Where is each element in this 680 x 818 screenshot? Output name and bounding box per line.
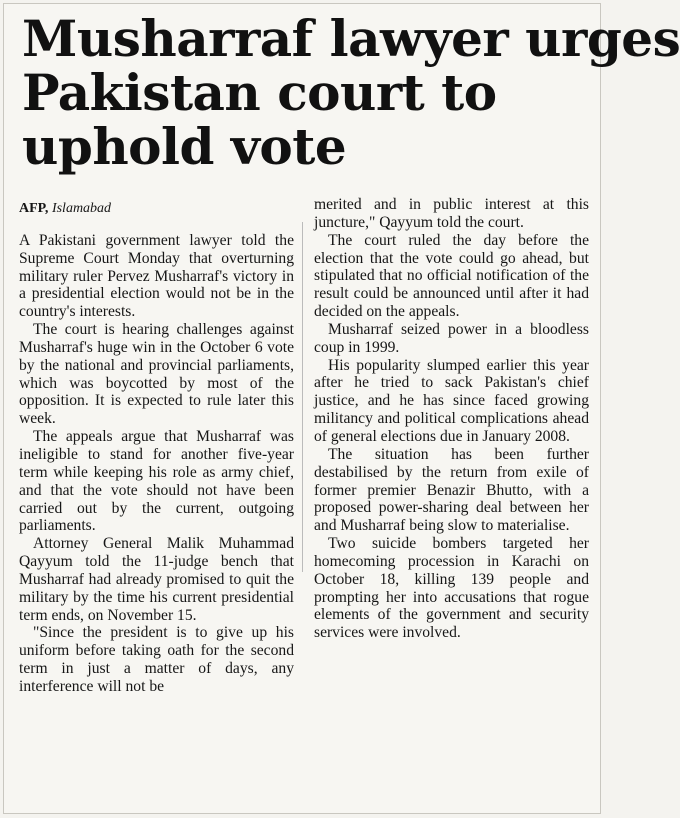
headline-line-2: Pakistan court to — [22, 63, 497, 122]
paragraph: "Since the president is to give up his uniform before taking oath for the second term in just a matter of days, any interference will not be — [19, 624, 294, 695]
paragraph: His popularity slumped earlier this year after he tried to sack Pakistan's chief justice, and he has since faced growing militancy and political complications ahead of general elections due in January 2008. — [314, 356, 589, 445]
paragraph: Attorney General Malik Muhammad Qayyum told the 11-judge bench that Musharraf had already promised to quit the military by the time his current presidential term ends, on November 15. — [19, 535, 294, 624]
paragraph: Musharraf seized power in a bloodless coup in 1999. — [314, 320, 589, 356]
paragraph: The situation has been further destabilised by the return from exile of former premier Benazir Bhutto, with a proposed power-sharing deal between her and Musharraf being slow to materialise. — [314, 445, 589, 535]
byline-place: Islamabad — [51, 201, 112, 216]
paragraph: merited and in public interest at this juncture," Qayyum told the court. — [314, 196, 589, 231]
article-column-left — [19, 200, 294, 696]
byline — [19, 200, 294, 218]
byline-agency: AFP, — [19, 201, 49, 216]
headline-line-3: uphold vote — [22, 117, 347, 176]
article-column-right — [314, 196, 589, 642]
column-divider — [302, 222, 303, 572]
headline — [22, 9, 680, 176]
paragraph: A Pakistani government lawyer told the Supreme Court Monday that overturning military ruler Pervez Musharraf's victory in a presidential election would not be in the country's interests. — [19, 231, 294, 321]
paragraph: The court ruled the day before the election that the vote could go ahead, but stipulated that no official notification of the result could be announced until after it had decided on the appeals. — [314, 231, 589, 321]
paragraph: The appeals argue that Musharraf was ineligible to stand for another five-year term while keeping his role as army chief, and that the vote should not have been carried out by the current, outgoing parliaments. — [19, 428, 294, 535]
paragraph: The court is hearing challenges against Musharraf's huge win in the October 6 vote by the national and provincial parliaments, which was boycotted by most of the opposition. It is expected to rule later this week. — [19, 321, 294, 428]
headline-line-1: Musharraf lawyer urges — [22, 9, 680, 68]
paragraph: Two suicide bombers targeted her homecoming procession in Karachi on October 18, killing 139 people and prompting her into accusations that rogue elements of the government and security services were involved. — [314, 535, 589, 642]
